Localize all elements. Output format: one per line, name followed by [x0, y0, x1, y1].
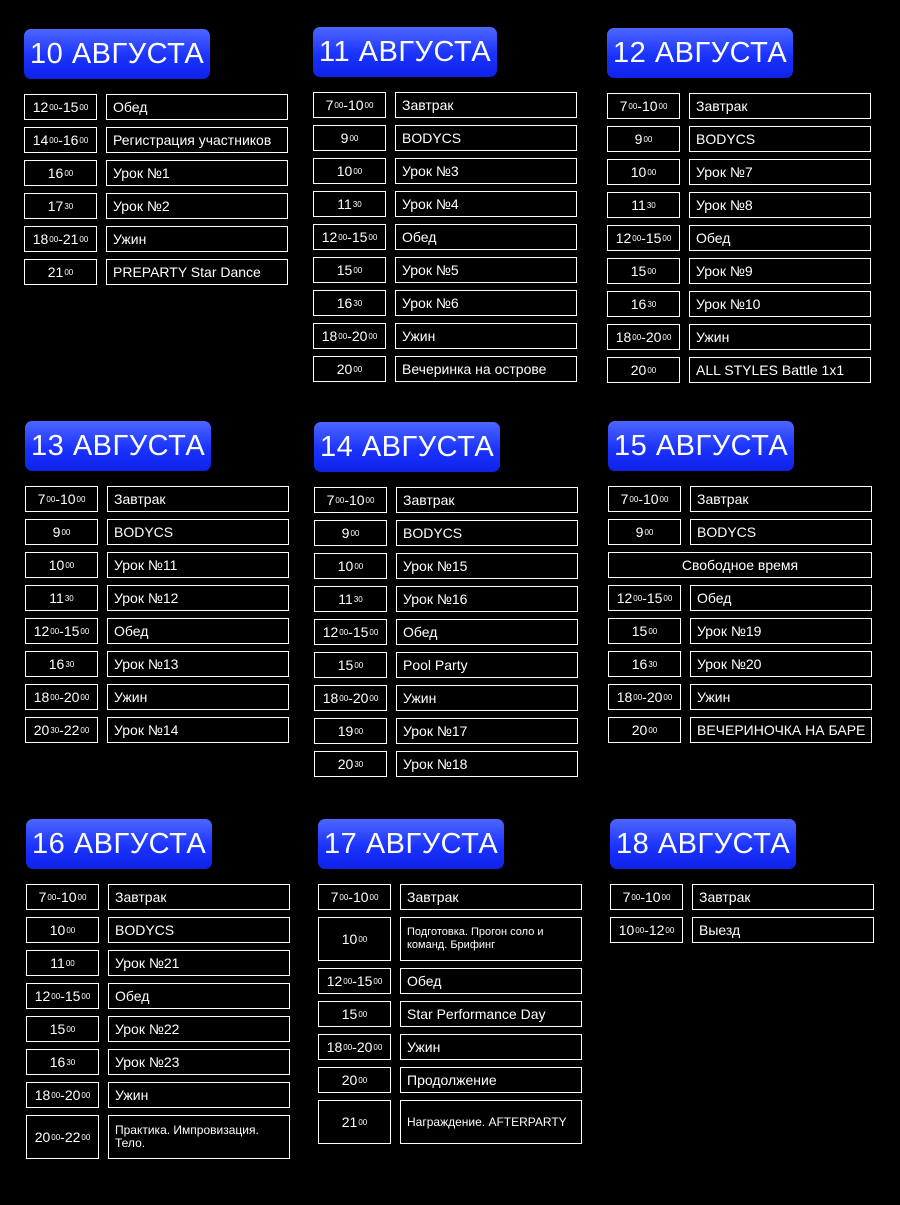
schedule-row	[313, 224, 578, 250]
activity-cell: Урок №17	[396, 718, 578, 744]
schedule-row	[607, 159, 872, 185]
time-cell: 11 30	[607, 192, 680, 218]
activity-cell: Продолжение	[400, 1067, 582, 1093]
time-cell: 7 00 -10 00	[314, 487, 387, 513]
activity-cell: BODYCS	[395, 125, 577, 151]
time-cell: 12 00 -15 00	[24, 94, 97, 120]
time-cell: 12 00 -15 00	[313, 224, 386, 250]
schedule-row	[313, 290, 578, 316]
activity-cell: Урок №16	[396, 586, 578, 612]
activity-cell: ВЕЧЕРИНОЧКА НА БАРЕ	[690, 717, 872, 743]
activity-cell: Урок №11	[107, 552, 289, 578]
time-cell: 18 00 -20 00	[608, 684, 681, 710]
activity-cell: Завтрак	[692, 884, 874, 910]
day-title: 10 АВГУСТА	[24, 29, 210, 79]
schedule-row	[26, 1049, 291, 1075]
activity-cell: PREPARTY Star Dance	[106, 259, 288, 285]
schedule-row	[26, 1016, 291, 1042]
schedule-row	[314, 520, 579, 546]
activity-cell: Урок №23	[108, 1049, 290, 1075]
activity-cell: Урок №2	[106, 193, 288, 219]
activity-cell: Урок №3	[395, 158, 577, 184]
free-time-cell: Свободное время	[608, 552, 872, 578]
time-cell: 16 30	[608, 651, 681, 677]
activity-cell: BODYCS	[690, 519, 872, 545]
schedule-row	[25, 552, 290, 578]
activity-cell: Урок №14	[107, 717, 289, 743]
time-cell: 7 00 -10 00	[608, 486, 681, 512]
schedule-list	[610, 884, 875, 943]
time-cell: 7 00 -10 00	[610, 884, 683, 910]
schedule-row	[608, 717, 873, 743]
activity-cell: Урок №8	[689, 192, 871, 218]
schedule-row	[314, 652, 579, 678]
schedule-row	[607, 357, 872, 383]
schedule-row	[608, 651, 873, 677]
time-cell: 10 00	[25, 552, 98, 578]
schedule-row	[607, 291, 872, 317]
time-cell: 18 00 -20 00	[314, 685, 387, 711]
time-cell: 21 00	[24, 259, 97, 285]
activity-cell: Урок №15	[396, 553, 578, 579]
schedule-row	[608, 519, 873, 545]
schedule-list	[608, 486, 873, 743]
time-cell: 15 00	[318, 1001, 391, 1027]
day-block-12	[607, 28, 872, 390]
schedule-list	[318, 884, 583, 1144]
schedule-row	[24, 127, 289, 153]
schedule-row	[314, 586, 579, 612]
time-cell: 12 00 -15 00	[314, 619, 387, 645]
activity-cell: Регистрация участников	[106, 127, 288, 153]
activity-cell: Урок №4	[395, 191, 577, 217]
day-block-13	[25, 421, 290, 750]
activity-cell: Урок №19	[690, 618, 872, 644]
day-block-10	[24, 29, 289, 292]
activity-cell: Ужин	[107, 684, 289, 710]
schedule-row	[608, 618, 873, 644]
time-cell: 16 30	[313, 290, 386, 316]
schedule-row	[318, 1001, 583, 1027]
activity-cell: Урок №22	[108, 1016, 290, 1042]
activity-cell: Завтрак	[107, 486, 289, 512]
time-cell: 9 00	[25, 519, 98, 545]
schedule-row	[610, 884, 875, 910]
activity-cell: Обед	[689, 225, 871, 251]
schedule-row	[25, 651, 290, 677]
schedule-row	[26, 917, 291, 943]
time-cell: 7 00 -10 00	[25, 486, 98, 512]
day-title: 14 АВГУСТА	[314, 422, 500, 472]
schedule-row	[26, 884, 291, 910]
time-cell: 18 00 -21 00	[24, 226, 97, 252]
activity-cell: BODYCS	[396, 520, 578, 546]
schedule-row	[318, 917, 583, 961]
activity-cell: Ужин	[396, 685, 578, 711]
schedule-row	[313, 125, 578, 151]
schedule-row	[318, 884, 583, 910]
activity-cell: BODYCS	[108, 917, 290, 943]
time-cell: 20 00	[318, 1067, 391, 1093]
activity-cell: Подготовка. Прогон соло и команд. Брифинг	[400, 917, 582, 961]
activity-cell: Завтрак	[690, 486, 872, 512]
activity-cell: Завтрак	[395, 92, 577, 118]
activity-cell: Обед	[107, 618, 289, 644]
activity-cell: Урок №18	[396, 751, 578, 777]
time-cell: 18 00 -20 00	[318, 1034, 391, 1060]
time-cell: 15 00	[313, 257, 386, 283]
time-cell: 18 00 -20 00	[313, 323, 386, 349]
schedule-row	[24, 193, 289, 219]
schedule-row	[25, 717, 290, 743]
schedule-list	[24, 94, 289, 285]
activity-cell: Урок №10	[689, 291, 871, 317]
time-cell: 18 00 -20 00	[607, 324, 680, 350]
time-cell: 10 00	[318, 917, 391, 961]
activity-cell: Обед	[108, 983, 290, 1009]
schedule-row	[24, 259, 289, 285]
day-title: 11 АВГУСТА	[313, 27, 497, 77]
time-cell: 7 00 -10 00	[607, 93, 680, 119]
activity-cell: Урок №7	[689, 159, 871, 185]
activity-cell: BODYCS	[107, 519, 289, 545]
time-cell: 11 30	[313, 191, 386, 217]
schedule-row	[313, 356, 578, 382]
time-cell: 19 00	[314, 718, 387, 744]
activity-cell: Ужин	[689, 324, 871, 350]
activity-cell: Ужин	[108, 1082, 290, 1108]
time-cell: 20 00 -22 00	[26, 1115, 99, 1159]
time-cell: 9 00	[314, 520, 387, 546]
day-block-14	[314, 422, 579, 784]
schedule-row	[314, 718, 579, 744]
day-block-17	[318, 819, 583, 1151]
schedule-row	[318, 968, 583, 994]
schedule-row	[318, 1034, 583, 1060]
schedule-row	[607, 192, 872, 218]
activity-cell: Урок №5	[395, 257, 577, 283]
time-cell: 20 30	[314, 751, 387, 777]
time-cell: 11 00	[26, 950, 99, 976]
time-cell: 10 00 -12 00	[610, 917, 683, 943]
time-cell: 16 30	[26, 1049, 99, 1075]
time-cell: 17 30	[24, 193, 97, 219]
day-block-15	[608, 421, 873, 750]
time-cell: 12 00 -15 00	[608, 585, 681, 611]
time-cell: 10 00	[607, 159, 680, 185]
activity-cell: Урок №20	[690, 651, 872, 677]
activity-cell: Завтрак	[689, 93, 871, 119]
time-cell: 20 00	[608, 717, 681, 743]
schedule-list	[26, 884, 291, 1159]
schedule-row	[26, 1115, 291, 1159]
schedule-row	[313, 158, 578, 184]
schedule-row	[25, 618, 290, 644]
time-cell: 16 30	[607, 291, 680, 317]
schedule-row	[313, 191, 578, 217]
day-title: 13 АВГУСТА	[25, 421, 211, 471]
schedule-row	[24, 160, 289, 186]
schedule-row	[318, 1067, 583, 1093]
time-cell: 15 00	[608, 618, 681, 644]
time-cell: 21 00	[318, 1100, 391, 1144]
time-cell: 16 30	[25, 651, 98, 677]
schedule-row	[25, 684, 290, 710]
time-cell: 15 00	[314, 652, 387, 678]
time-cell: 20 00	[607, 357, 680, 383]
schedule-row	[26, 1082, 291, 1108]
activity-cell: BODYCS	[689, 126, 871, 152]
schedule-row	[26, 983, 291, 1009]
day-block-11	[313, 27, 578, 389]
time-cell: 10 00	[26, 917, 99, 943]
schedule-row	[607, 93, 872, 119]
activity-cell: Урок №21	[108, 950, 290, 976]
activity-cell: Урок №6	[395, 290, 577, 316]
activity-cell: Вечеринка на острове	[395, 356, 577, 382]
schedule-row	[24, 226, 289, 252]
day-title: 17 АВГУСТА	[318, 819, 504, 869]
activity-cell: Ужин	[395, 323, 577, 349]
time-cell: 7 00 -10 00	[318, 884, 391, 910]
schedule-row	[314, 487, 579, 513]
activity-cell: Обед	[396, 619, 578, 645]
time-cell: 16 00	[24, 160, 97, 186]
activity-cell: Обед	[400, 968, 582, 994]
schedule-row	[25, 519, 290, 545]
time-cell: 12 00 -15 00	[25, 618, 98, 644]
schedule-list	[25, 486, 290, 743]
activity-cell: Pool Party	[396, 652, 578, 678]
schedule-row	[610, 917, 875, 943]
schedule-row	[318, 1100, 583, 1144]
activity-cell: Практика. Импровизация. Тело.	[108, 1115, 290, 1159]
time-cell: 20 30 -22 00	[25, 717, 98, 743]
time-cell: 15 00	[607, 258, 680, 284]
time-cell: 12 00 -15 00	[318, 968, 391, 994]
schedule-row	[608, 585, 873, 611]
schedule-row	[314, 685, 579, 711]
schedule-list	[313, 92, 578, 382]
time-cell: 20 00	[313, 356, 386, 382]
time-cell: 12 00 -15 00	[26, 983, 99, 1009]
time-cell: 18 00 -20 00	[25, 684, 98, 710]
time-cell: 14 00 -16 00	[24, 127, 97, 153]
activity-cell: Ужин	[106, 226, 288, 252]
activity-cell: Ужин	[690, 684, 872, 710]
activity-cell: Обед	[690, 585, 872, 611]
schedule-row	[26, 950, 291, 976]
time-cell: 18 00 -20 00	[26, 1082, 99, 1108]
activity-cell: Star Performance Day	[400, 1001, 582, 1027]
time-cell: 7 00 -10 00	[26, 884, 99, 910]
activity-cell: Выезд	[692, 917, 874, 943]
activity-cell: Урок №12	[107, 585, 289, 611]
day-block-16	[26, 819, 291, 1166]
activity-cell: Награждение. AFTERPARTY	[400, 1100, 582, 1144]
schedule-row	[25, 585, 290, 611]
schedule-row	[313, 257, 578, 283]
day-title: 16 АВГУСТА	[26, 819, 212, 869]
day-title: 15 АВГУСТА	[608, 421, 794, 471]
schedule-row	[25, 486, 290, 512]
schedule-row	[608, 486, 873, 512]
day-block-18	[610, 819, 875, 950]
schedule-row	[607, 225, 872, 251]
time-cell: 9 00	[313, 125, 386, 151]
activity-cell: ALL STYLES Battle 1x1	[689, 357, 871, 383]
time-cell: 12 00 -15 00	[607, 225, 680, 251]
day-title: 18 АВГУСТА	[610, 819, 796, 869]
time-cell: 10 00	[314, 553, 387, 579]
schedule-row	[313, 92, 578, 118]
activity-cell: Обед	[106, 94, 288, 120]
schedule-row	[24, 94, 289, 120]
activity-cell: Завтрак	[400, 884, 582, 910]
schedule-row	[314, 619, 579, 645]
schedule-row	[607, 324, 872, 350]
activity-cell: Урок №1	[106, 160, 288, 186]
day-title: 12 АВГУСТА	[607, 28, 793, 78]
time-cell: 15 00	[26, 1016, 99, 1042]
time-cell: 11 30	[25, 585, 98, 611]
activity-cell: Завтрак	[396, 487, 578, 513]
schedule-row	[314, 751, 579, 777]
time-cell: 7 00 -10 00	[313, 92, 386, 118]
activity-cell: Ужин	[400, 1034, 582, 1060]
schedule-row	[607, 258, 872, 284]
schedule-row	[607, 126, 872, 152]
schedule-row	[608, 684, 873, 710]
activity-cell: Обед	[395, 224, 577, 250]
schedule-list	[607, 93, 872, 383]
time-cell: 11 30	[314, 586, 387, 612]
schedule-list	[314, 487, 579, 777]
time-cell: 10 00	[313, 158, 386, 184]
time-cell: 9 00	[608, 519, 681, 545]
schedule-row	[313, 323, 578, 349]
schedule-row	[314, 553, 579, 579]
activity-cell: Урок №13	[107, 651, 289, 677]
time-cell: 9 00	[607, 126, 680, 152]
activity-cell: Урок №9	[689, 258, 871, 284]
activity-cell: Завтрак	[108, 884, 290, 910]
